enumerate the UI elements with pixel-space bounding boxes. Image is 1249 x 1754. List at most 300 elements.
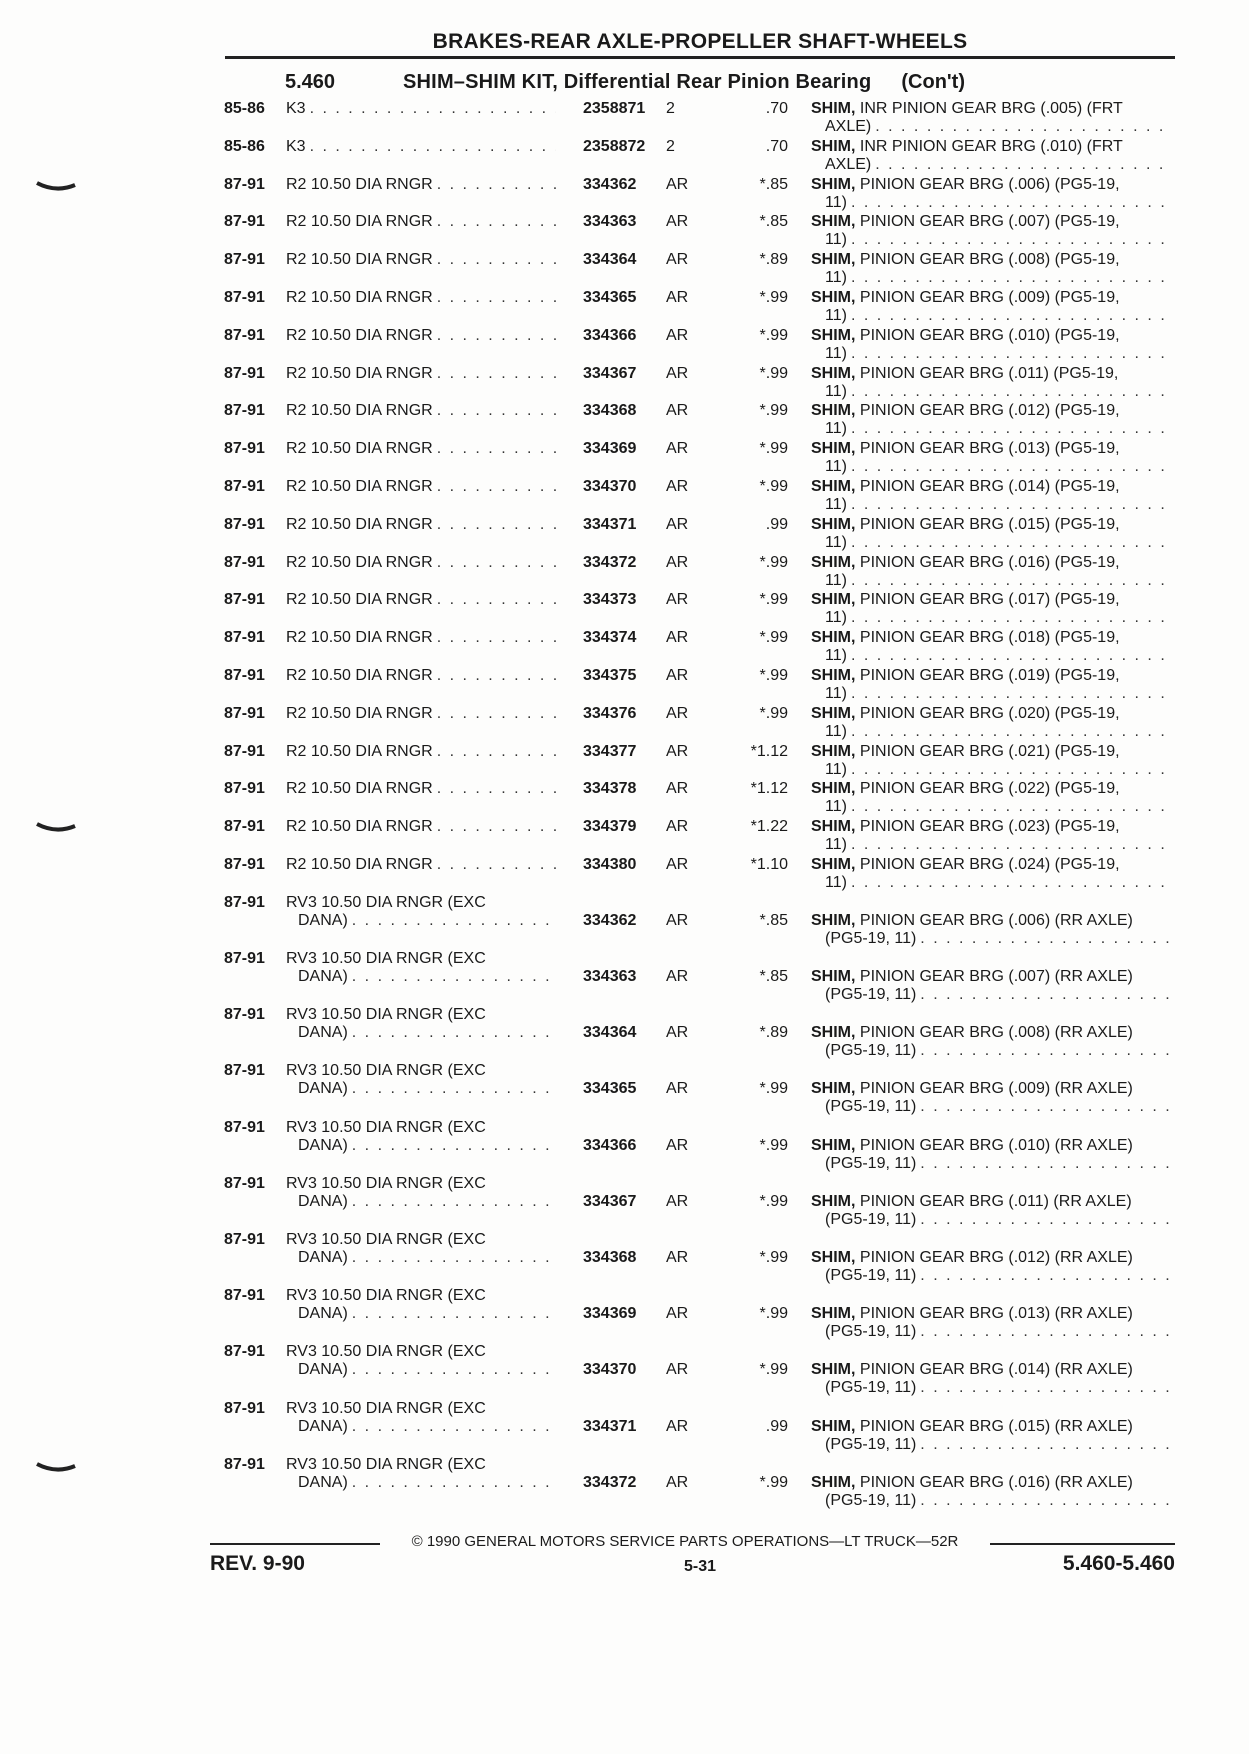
quantity: AR: [666, 251, 689, 269]
footer-copyright: © 1990 GENERAL MOTORS SERVICE PARTS OPERATIONS—LT TRUCK—52R: [411, 1533, 959, 1550]
model-cell: [286, 894, 556, 930]
description-cell: [811, 1474, 1173, 1510]
quantity: AR: [666, 1024, 689, 1042]
quantity: AR: [666, 1361, 689, 1379]
model-cell: [286, 1062, 556, 1098]
model-text: R2 10.50 DIA RNGR: [286, 175, 433, 193]
quantity: AR: [666, 553, 689, 571]
quantity: AR: [666, 1080, 689, 1098]
item-name: SHIM,: [811, 1024, 856, 1042]
price: *.99: [759, 1136, 788, 1154]
description-text: PINION GEAR BRG (.009) (RR AXLE): [859, 1080, 1133, 1098]
item-name: SHIM,: [811, 137, 856, 155]
quantity: AR: [666, 213, 689, 231]
dot-leader: [847, 723, 1173, 741]
description-text: (PG5-19, 11): [825, 986, 917, 1003]
dot-leader: [847, 307, 1173, 325]
description-text: AXLE): [825, 155, 872, 173]
description-text: AXLE): [825, 118, 872, 135]
description-text: PINION GEAR BRG (.012) (PG5-19,: [859, 402, 1120, 420]
dot-leader: [847, 458, 1173, 476]
price: .70: [765, 137, 788, 155]
part-number: 334378: [583, 780, 637, 798]
quantity: AR: [666, 667, 689, 684]
item-name: SHIM,: [811, 289, 856, 306]
description-cell: [811, 856, 1173, 892]
model-text: R2 10.50 DIA RNGR: [286, 402, 433, 420]
part-number: 334364: [583, 1024, 637, 1042]
description-text: 11): [825, 193, 847, 211]
dot-leader: [847, 496, 1173, 514]
quantity: AR: [666, 440, 689, 458]
part-number: 334370: [583, 478, 637, 495]
description-cell: [811, 402, 1173, 438]
quantity: AR: [666, 1249, 689, 1266]
model-text: R2 10.50 DIA RNGR: [286, 326, 433, 344]
dot-leader: [348, 1193, 556, 1211]
model-text: R2 10.50 DIA RNGR: [286, 251, 433, 269]
description-text: 11): [825, 231, 847, 249]
model-text: DANA): [298, 1080, 348, 1098]
model-cell: [286, 629, 556, 647]
price: *.99: [759, 1361, 788, 1379]
quantity: AR: [666, 704, 689, 722]
dot-leader: [348, 1361, 556, 1379]
model-text: R2 10.50 DIA RNGR: [286, 440, 433, 458]
model-year: 87-91: [224, 175, 265, 193]
description-cell: [811, 1418, 1173, 1454]
dot-leader: [348, 968, 556, 986]
description-text: PINION GEAR BRG (.010) (PG5-19,: [859, 326, 1120, 344]
dot-leader: [433, 251, 556, 269]
description-text: 11): [825, 571, 847, 589]
dot-leader: [847, 761, 1173, 779]
description-text: 11): [825, 836, 847, 854]
item-name: SHIM,: [811, 1080, 856, 1098]
model-cell: [286, 780, 556, 798]
part-number: 334375: [583, 667, 637, 684]
page-header: BRAKES-REAR AXLE-PROPELLER SHAFT-WHEELS: [432, 30, 968, 53]
model-text: R2 10.50 DIA RNGR: [286, 856, 433, 873]
footer-rule-left: [210, 1543, 380, 1545]
model-cell: [286, 402, 556, 420]
dot-leader: [348, 912, 556, 930]
description-text: 11): [825, 874, 847, 891]
model-year: 87-91: [224, 1174, 265, 1192]
dot-leader: [433, 743, 556, 761]
model-cell: [286, 1119, 556, 1155]
dot-leader: [847, 345, 1173, 363]
model-text: R2 10.50 DIA RNGR: [286, 818, 433, 836]
model-cell: [286, 213, 556, 231]
dot-leader: [916, 1492, 1173, 1510]
description-text: PINION GEAR BRG (.008) (PG5-19,: [859, 251, 1120, 269]
model-year: 87-91: [224, 1006, 265, 1024]
dot-leader: [871, 118, 1173, 136]
item-name: SHIM,: [811, 100, 856, 117]
dot-leader: [847, 798, 1173, 816]
description-text: 11): [825, 382, 847, 400]
part-number: 334364: [583, 251, 637, 269]
model-text: RV3 10.50 DIA RNGR (EXC: [286, 1174, 486, 1192]
model-year: 87-91: [224, 591, 265, 609]
price: *.99: [759, 1473, 788, 1491]
item-name: SHIM,: [811, 175, 856, 193]
item-name: SHIM,: [811, 364, 856, 382]
model-year: 87-91: [224, 667, 265, 684]
model-text: DANA): [298, 911, 348, 929]
price: *.99: [759, 478, 788, 495]
quantity: AR: [666, 591, 689, 609]
part-number: 334363: [583, 213, 637, 231]
description-text: (PG5-19, 11): [825, 1098, 917, 1116]
part-number: 334363: [583, 968, 637, 985]
dot-leader: [433, 629, 556, 647]
description-text: PINION GEAR BRG (.018) (PG5-19,: [859, 629, 1120, 647]
price: *1.10: [750, 856, 788, 873]
dot-leader: [916, 1042, 1173, 1060]
price: *.99: [759, 629, 788, 647]
dot-leader: [433, 856, 556, 874]
description-text: (PG5-19, 11): [825, 1491, 917, 1509]
dot-leader: [433, 554, 556, 572]
model-text: K3: [286, 100, 306, 117]
model-year: 87-91: [224, 1287, 265, 1305]
description-text: PINION GEAR BRG (.015) (RR AXLE): [859, 1417, 1133, 1435]
quantity: AR: [666, 742, 689, 760]
item-name: SHIM,: [811, 553, 856, 571]
price: *.99: [759, 553, 788, 571]
dot-leader: [433, 818, 556, 836]
dot-leader: [847, 194, 1173, 212]
description-text: INR PINION GEAR BRG (.005) (FRT: [859, 100, 1123, 117]
model-cell: [286, 705, 556, 723]
price: *.85: [759, 968, 788, 985]
part-number: 334369: [583, 1305, 637, 1323]
description-cell: [811, 440, 1173, 476]
description-text: PINION GEAR BRG (.010) (RR AXLE): [859, 1136, 1133, 1154]
quantity: AR: [666, 1192, 689, 1210]
dot-leader: [847, 231, 1173, 249]
model-text: RV3 10.50 DIA RNGR (EXC: [286, 1287, 486, 1305]
part-number: 334365: [583, 289, 637, 306]
model-cell: [286, 365, 556, 383]
quantity: AR: [666, 780, 689, 798]
model-text: RV3 10.50 DIA RNGR (EXC: [286, 1062, 486, 1080]
description-text: (PG5-19, 11): [825, 1042, 917, 1060]
model-cell: [286, 1175, 556, 1211]
part-number: 2358871: [583, 100, 646, 117]
part-number: 334368: [583, 402, 637, 420]
description-text: (PG5-19, 11): [825, 1154, 917, 1172]
model-text: DANA): [298, 1305, 348, 1323]
dot-leader: [433, 705, 556, 723]
model-year: 87-91: [224, 818, 265, 836]
model-year: 87-91: [224, 289, 265, 306]
description-cell: [811, 213, 1173, 249]
description-text: PINION GEAR BRG (.012) (RR AXLE): [859, 1249, 1133, 1266]
description-text: (PG5-19, 11): [825, 1323, 917, 1341]
quantity: AR: [666, 911, 689, 929]
description-text: (PG5-19, 11): [825, 929, 917, 947]
price: *.99: [759, 440, 788, 458]
dot-leader: [348, 1137, 556, 1155]
part-number: 334362: [583, 911, 637, 929]
model-year: 87-91: [224, 326, 265, 344]
model-text: RV3 10.50 DIA RNGR (EXC: [286, 950, 486, 967]
description-text: PINION GEAR BRG (.006) (RR AXLE): [859, 911, 1133, 929]
description-text: PINION GEAR BRG (.015) (PG5-19,: [859, 515, 1120, 533]
model-text: DANA): [298, 1024, 348, 1042]
description-text: PINION GEAR BRG (.007) (PG5-19,: [859, 213, 1120, 231]
dot-leader: [433, 365, 556, 383]
model-cell: [286, 440, 556, 458]
dot-leader: [871, 156, 1173, 174]
description-cell: [811, 1361, 1173, 1397]
description-text: PINION GEAR BRG (.014) (PG5-19,: [859, 478, 1120, 495]
description-text: PINION GEAR BRG (.016) (PG5-19,: [859, 553, 1120, 571]
description-text: 11): [825, 647, 847, 665]
part-number: 334362: [583, 175, 637, 193]
dot-leader: [916, 1267, 1173, 1285]
dot-leader: [348, 1024, 556, 1042]
description-cell: [811, 667, 1173, 703]
binder-hole-mark: [36, 822, 76, 832]
model-year: 87-91: [224, 364, 265, 382]
model-text: RV3 10.50 DIA RNGR (EXC: [286, 1455, 486, 1473]
part-number: 334380: [583, 856, 637, 873]
model-cell: [286, 1343, 556, 1379]
dot-leader: [433, 591, 556, 609]
description-text: PINION GEAR BRG (.019) (PG5-19,: [859, 667, 1120, 684]
dot-leader: [847, 874, 1173, 892]
model-cell: [286, 950, 556, 986]
item-name: SHIM,: [811, 213, 856, 231]
model-text: R2 10.50 DIA RNGR: [286, 704, 433, 722]
price: .99: [765, 1417, 788, 1435]
description-text: INR PINION GEAR BRG (.010) (FRT: [859, 137, 1123, 155]
price: *.89: [759, 1024, 788, 1042]
model-year: 87-91: [224, 856, 265, 873]
description-cell: [811, 1249, 1173, 1285]
dot-leader: [847, 534, 1173, 552]
model-cell: [286, 478, 556, 496]
part-number: 334373: [583, 591, 637, 609]
model-cell: [286, 1006, 556, 1042]
item-name: SHIM,: [811, 1361, 856, 1379]
dot-leader: [847, 269, 1173, 287]
price: *.99: [759, 1305, 788, 1323]
description-cell: [811, 591, 1173, 627]
quantity: AR: [666, 478, 689, 495]
model-year: 87-91: [224, 213, 265, 231]
description-text: PINION GEAR BRG (.011) (RR AXLE): [859, 1192, 1132, 1210]
dot-leader: [916, 930, 1173, 948]
item-name: SHIM,: [811, 1192, 856, 1210]
description-cell: [811, 705, 1173, 741]
part-number: 334379: [583, 818, 637, 836]
description-text: 11): [825, 798, 847, 816]
quantity: AR: [666, 1473, 689, 1491]
model-year: 87-91: [224, 1343, 265, 1361]
description-text: PINION GEAR BRG (.017) (PG5-19,: [859, 591, 1120, 609]
description-text: PINION GEAR BRG (.011) (PG5-19,: [859, 364, 1119, 382]
item-name: SHIM,: [811, 629, 856, 647]
model-text: R2 10.50 DIA RNGR: [286, 742, 433, 760]
description-cell: [811, 1024, 1173, 1060]
dot-leader: [433, 440, 556, 458]
description-text: (PG5-19, 11): [825, 1435, 917, 1453]
model-text: RV3 10.50 DIA RNGR (EXC: [286, 1399, 486, 1417]
description-cell: [811, 365, 1173, 401]
dot-leader: [847, 420, 1173, 438]
item-name: SHIM,: [811, 1136, 856, 1154]
model-year: 87-91: [224, 780, 265, 798]
description-text: PINION GEAR BRG (.020) (PG5-19,: [859, 704, 1120, 722]
dot-leader: [348, 1305, 556, 1323]
description-text: PINION GEAR BRG (.014) (RR AXLE): [859, 1361, 1133, 1379]
item-name: SHIM,: [811, 1249, 856, 1266]
model-text: R2 10.50 DIA RNGR: [286, 289, 433, 306]
binder-hole-mark: [36, 1462, 76, 1472]
description-cell: [811, 516, 1173, 552]
model-cell: [286, 856, 556, 874]
dot-leader: [433, 289, 556, 307]
quantity: AR: [666, 1136, 689, 1154]
description-text: PINION GEAR BRG (.013) (PG5-19,: [859, 440, 1120, 458]
model-year: 87-91: [224, 1399, 265, 1417]
part-number: 334369: [583, 440, 637, 458]
description-cell: [811, 478, 1173, 514]
description-cell: [811, 629, 1173, 665]
model-text: RV3 10.50 DIA RNGR (EXC: [286, 1006, 486, 1024]
model-text: R2 10.50 DIA RNGR: [286, 780, 433, 798]
dot-leader: [847, 836, 1173, 854]
model-year: 87-91: [224, 402, 265, 420]
model-cell: [286, 138, 556, 156]
description-text: 11): [825, 685, 847, 702]
model-text: DANA): [298, 1192, 348, 1210]
price: *.85: [759, 175, 788, 193]
part-number: 334365: [583, 1080, 637, 1098]
model-text: RV3 10.50 DIA RNGR (EXC: [286, 1343, 486, 1361]
dot-leader: [348, 1474, 556, 1492]
page-number: 5-31: [683, 1558, 717, 1575]
model-cell: [286, 591, 556, 609]
model-cell: [286, 1400, 556, 1436]
description-text: PINION GEAR BRG (.022) (PG5-19,: [859, 780, 1120, 798]
dot-leader: [847, 647, 1173, 665]
quantity: AR: [666, 968, 689, 985]
part-number: 334370: [583, 1361, 637, 1379]
model-text: R2 10.50 DIA RNGR: [286, 591, 433, 609]
model-text: DANA): [298, 1136, 348, 1154]
description-text: PINION GEAR BRG (.008) (RR AXLE): [859, 1024, 1133, 1042]
model-year: 87-91: [224, 893, 265, 911]
item-name: SHIM,: [811, 667, 856, 684]
header-rule: [225, 56, 1175, 59]
quantity: 2: [666, 100, 675, 117]
model-text: DANA): [298, 1417, 348, 1435]
description-text: (PG5-19, 11): [825, 1379, 917, 1397]
part-number: 2358872: [583, 137, 646, 155]
description-cell: [811, 912, 1173, 948]
section-title: SHIM–SHIM KIT, Differential Rear Pinion Bearing: [403, 71, 872, 93]
dot-leader: [306, 138, 556, 156]
model-year: 87-91: [224, 251, 265, 269]
part-number: 334366: [583, 1136, 637, 1154]
description-cell: [811, 818, 1173, 854]
description-text: PINION GEAR BRG (.006) (PG5-19,: [859, 175, 1120, 193]
item-name: SHIM,: [811, 1473, 856, 1491]
item-name: SHIM,: [811, 1305, 856, 1323]
price: .99: [765, 515, 788, 533]
description-cell: [811, 743, 1173, 779]
item-name: SHIM,: [811, 326, 856, 344]
description-cell: [811, 1080, 1173, 1116]
price: *1.12: [750, 780, 788, 798]
model-text: DANA): [298, 1473, 348, 1491]
description-text: PINION GEAR BRG (.009) (PG5-19,: [859, 289, 1120, 306]
price: *.99: [759, 402, 788, 420]
description-text: PINION GEAR BRG (.021) (PG5-19,: [859, 742, 1120, 760]
price: *.99: [759, 326, 788, 344]
part-number: 334374: [583, 629, 637, 647]
description-text: 11): [825, 458, 847, 476]
quantity: AR: [666, 364, 689, 382]
description-text: 11): [825, 722, 847, 740]
item-name: SHIM,: [811, 856, 856, 873]
model-cell: [286, 554, 556, 572]
model-text: RV3 10.50 DIA RNGR (EXC: [286, 1118, 486, 1136]
dot-leader: [847, 572, 1173, 590]
footer-rule-right: [990, 1543, 1175, 1545]
description-text: 11): [825, 609, 847, 627]
part-number: 334367: [583, 1192, 637, 1210]
model-year: 87-91: [224, 1118, 265, 1136]
description-cell: [811, 1137, 1173, 1173]
item-name: SHIM,: [811, 780, 856, 798]
model-cell: [286, 1287, 556, 1323]
item-name: SHIM,: [811, 402, 856, 420]
quantity: AR: [666, 402, 689, 420]
model-cell: [286, 743, 556, 761]
price: *.99: [759, 667, 788, 684]
item-name: SHIM,: [811, 478, 856, 495]
description-cell: [811, 554, 1173, 590]
description-cell: [811, 289, 1173, 325]
description-text: PINION GEAR BRG (.024) (PG5-19,: [859, 856, 1120, 873]
model-year: 87-91: [224, 478, 265, 495]
model-year: 85-86: [224, 137, 265, 155]
price: *1.12: [750, 742, 788, 760]
part-number: 334367: [583, 364, 637, 382]
model-text: DANA): [298, 1249, 348, 1266]
model-cell: [286, 289, 556, 307]
item-name: SHIM,: [811, 704, 856, 722]
price: *.99: [759, 289, 788, 306]
part-number: 334377: [583, 742, 637, 760]
model-year: 87-91: [224, 704, 265, 722]
part-number: 334371: [583, 515, 637, 533]
item-name: SHIM,: [811, 251, 856, 269]
description-cell: [811, 176, 1173, 212]
quantity: 2: [666, 137, 675, 155]
dot-leader: [916, 986, 1173, 1004]
price: .70: [765, 100, 788, 117]
dot-leader: [916, 1098, 1173, 1116]
model-text: R2 10.50 DIA RNGR: [286, 364, 433, 382]
